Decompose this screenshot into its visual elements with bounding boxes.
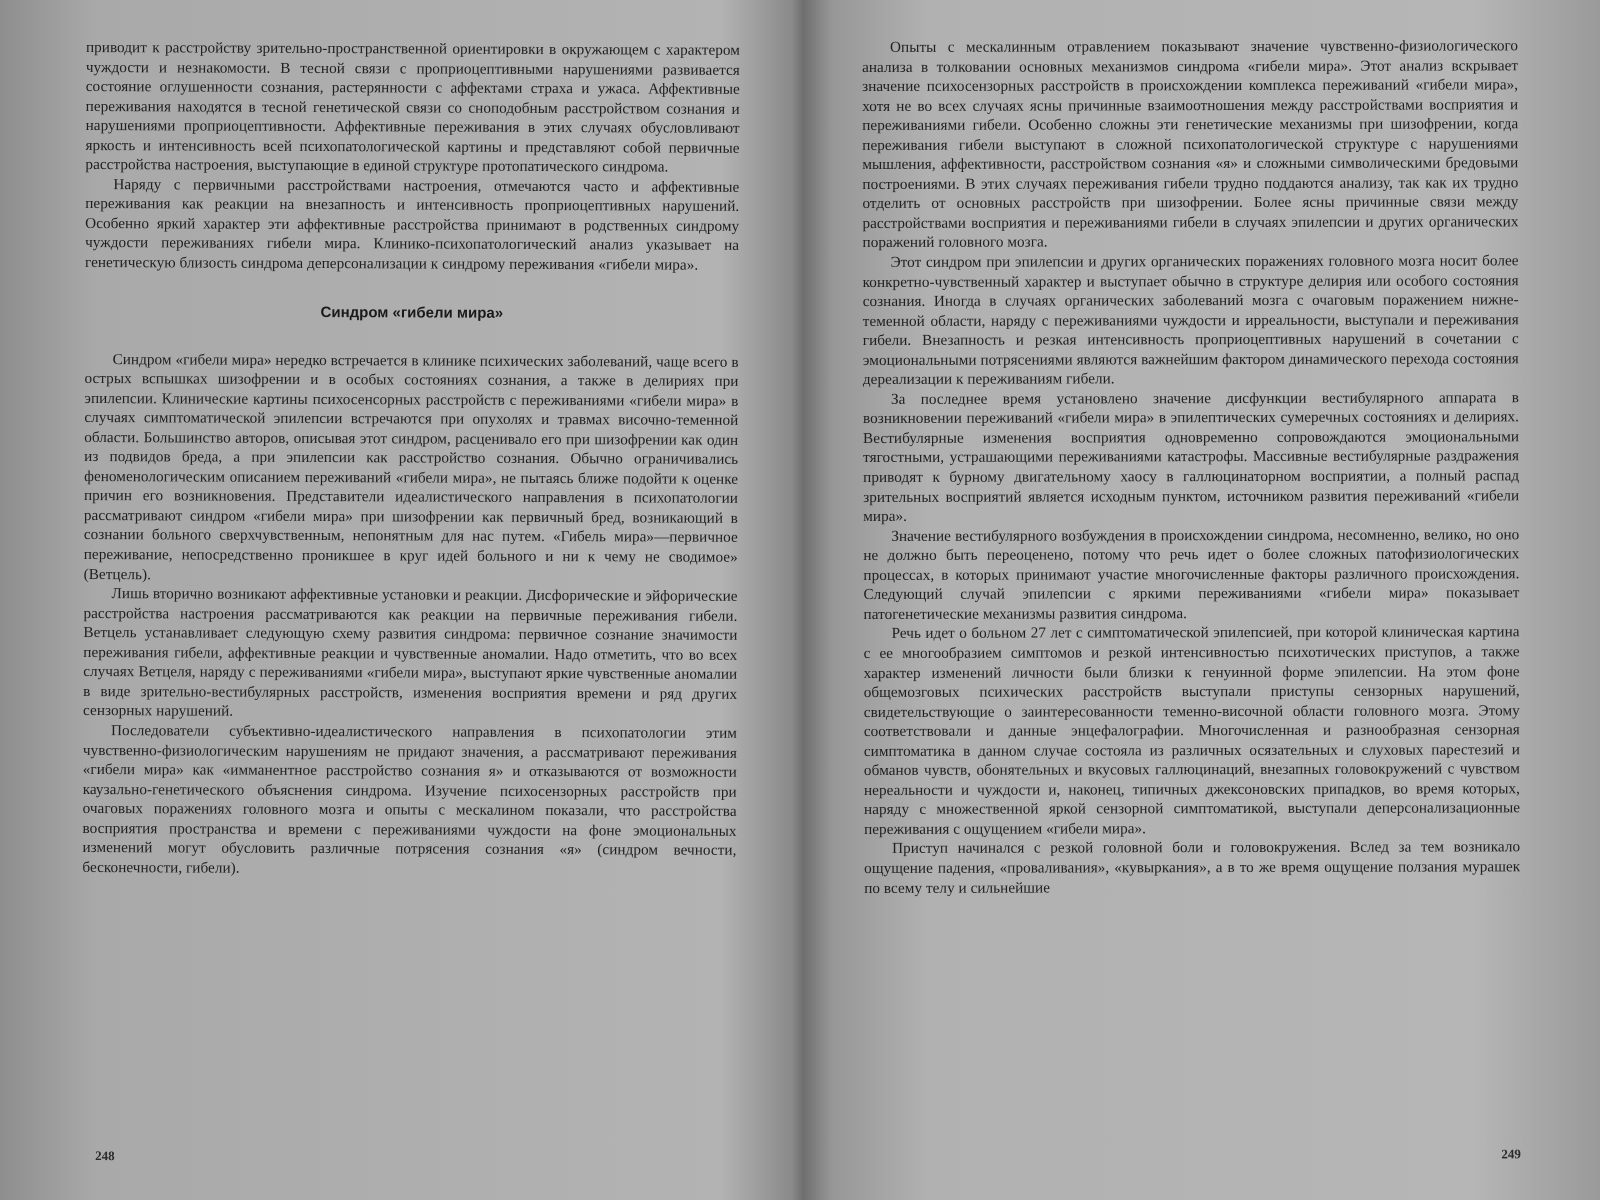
- paragraph: Значение вестибулярного возбуждения в происхождении синдрома, несомненно, велико, но оно не должно быть переоценено, потому что речь идет о более сложных патофизиологических процессах, в которых принимают участие многочисленные факторы различного происхождения. Следующий случай эпилепсии с яркими переживаниями «гибели мира» показывает патогенетические механизмы развития синдрома.: [863, 525, 1520, 623]
- paragraph: Последователи субъективно-идеалистического направления в психопатологии этим чувственно-физиологическим нарушениям не придают значения, а рассматривают переживания «гибели мира» как «имманентное расстройство сознания я» и отказываются от возможности каузально-генетического объяснения синдрома. Изучение психосензорных расстройств при очаговых поражениях головного мозга и опыты с мескалином показали, что расстройства восприятия пространства и времени с переживаниями чуждости на фоне эмоциональных изменений могут обусловить различные потрясения сознания «я» (синдром вечности, бесконечности, гибели).: [82, 722, 738, 877]
- paragraph: Этот синдром при эпилепсии и других органических поражениях головного мозга носит более конкретно-чувственный характер и выступает обычно в структуре делирия или особого состояния сознания. Иногда в случаях органических заболеваний мозга с очаговым поражением нижне-теменной области, наряду с переживаниями чуждости и ирреальности, выступали и переживания гибели. Внезапность и резкая интенсивность проприоцептивных нарушений в сочетании с эмоциональными потрясениями являются важнейшим фактором динамического перехода состояния дереализации к переживаниям гибели.: [862, 252, 1519, 389]
- paragraph: За последнее время установлено значение дисфункции вестибулярного аппарата в возникновении переживаний «гибели мира» в эпилептических сумеречных состояниях и делириях. Вестибулярные изменения восприятия одновременно сопровождаются эмоциональными тягостными, устрашающими переживаниями катастрофы. Массивные вестибулярные раздражения приводят к бурному двигательному хаосу в галлюцинаторном восприятии, а полный распад зрительных восприятий является исходным пунктом, источником развития переживаний «гибели мира».: [862, 389, 1520, 526]
- paragraph: Наряду с первичными расстройствами настроения, отмечаются часто и аффективные переживания как реакции на внезапность и интенсивность проприоцептивных нарушений. Особенно яркий характер эти аффективные расстройства принимают в родственных синдрому чуждости переживаниях гибели мира. Клинико-психопатологический анализ указывает на генетическую близость синдрома деперсонализации к синдрому переживания «гибели мира».: [84, 175, 740, 274]
- page-number: 248: [95, 1148, 115, 1164]
- paragraph: приводит к расстройству зрительно-пространственной ориентировки в окружающем с характером чуждости и незнакомости. В тесной связи с проприоцептивными нарушениями развивается состояние оглушенности сознания, растерянности с аффектами страха и ужаса. Аффективные переживания находятся в тесной генетической связи со сноподобным расстройством сознания и нарушениями проприоцептивности. Аффективные переживания в этих случаях обусловливают яркость и интенсивность всей психопатологической картины и представляют собой первичные расстройства настроения, выступающие в единой структуре протопатического синдрома.: [85, 38, 740, 176]
- section-heading: Синдром «гибели мира»: [320, 303, 504, 322]
- paragraph: Опыты с мескалинным отравлением показывают значение чувственно-физиологического анализа в толковании основных механизмов синдрома «гибели мира». Этот анализ вскрывает значение психосензорных расстройств в происхождении комплекса переживаний «гибели мира», хотя не во всех случаях ясны причинные взаимоотношения между расстройствами восприятия и переживаниями гибели. Особенно сложны эти генетические механизмы при шизофрении, когда переживания гибели выступают в сложной психопатологической структуре с нарушениями мышления, аффективности, расстройством сознания «я» и сложными символическими бредовыми построениями. В этих случаях переживания гибели трудно поддаются анализу, так как их трудно отделить от основных расстройств при шизофрении. Более ясны причинные связи между расстройствами восприятия и переживаниями гибели в случаях эпилепсии и других органических поражений головного мозга.: [862, 37, 1519, 252]
- page-number: 249: [1501, 1146, 1521, 1162]
- paragraph: Лишь вторично возникают аффективные установки и реакции. Дисфорические и эйфорические расстройства настроения рассматриваются как реакции на первичные переживания гибели. Ветцель устанавливает следующую схему развития синдрома: первичное сознание значимости переживания гибели, аффективные реакции и чувственные аномалии. Надо отметить, что во всех случаях Ветцеля, наряду с переживаниями «гибели мира», выступают яркие чувственные аномалии в виде зрительно-вестибулярных расстройств, изменения восприятия времени и ряд других сензорных нарушений.: [83, 585, 738, 721]
- left-page: [81, 38, 740, 1193]
- paragraph: Речь идет о больном 27 лет с симптоматической эпилепсией, при которой клиническая картина с ее многообразием симптомов и резкой интенсивностью психотических приступов, а также характер изменений личности были близки к генуинной форме эпилепсии. На этом фоне общемозговых психических расстройств выступали приступы сензорных нарушений, свидетельствующие о заинтересованности теменно-височной области головного мозга. Этому соответствовали и данные энцефалографии. Многочисленная и разнообразная сензорная симптоматика в данном случае состояла из различных осязательных и слуховых парестезий и обманов чувств, обонятельных и вкусовых галлюцинаций, внезапных головокружений с чувством нереальности и чуждости и, наконец, типичных джексоновских припадков, во время которых, наряду с множественной яркой сензорной симптоматикой, выступали деперсонализационные переживания с ощущением «гибели мира».: [863, 623, 1521, 838]
- paragraph: Синдром «гибели мира» нередко встречается в клинике психических заболеваний, чаще всего в острых вспышках шизофрении и в особых состояниях сознания, а также в делириях при эпилепсии. Клинические картины психосенсорных расстройств с переживаниями «гибели мира» в случаях симптоматической эпилепсии встречаются при опухолях и травмах височно-теменной области. Большинство авторов, описывая этот синдром, расценивало его при шизофрении как один из подвидов бреда, а при эпилепсии как расстройство сознания. Обычно ограничивались феноменологическим описанием переживаний «гибели мира», не пытаясь ближе подойти к оценке причин его возникновения. Представители идеалистического направления в психопатологии рассматривают синдром «гибели мира» при шизофрении как первичный бред, возникающий в сознании больного сверхчувственным, непонятным для нас путем. «Гибель мира»—первичное переживание, непосредственно проникшее в круг идей больного и ни к чему не сводимое» (Ветцель).: [83, 350, 739, 583]
- right-page: [862, 36, 1521, 1190]
- paragraph: Приступ начинался с резкой головной боли и головокружения. Вслед за тем возникало ощущение падения, «проваливания», «кувыркания», а в то же время ощущение ползания мурашек по всему телу и сильнейшие: [864, 838, 1521, 897]
